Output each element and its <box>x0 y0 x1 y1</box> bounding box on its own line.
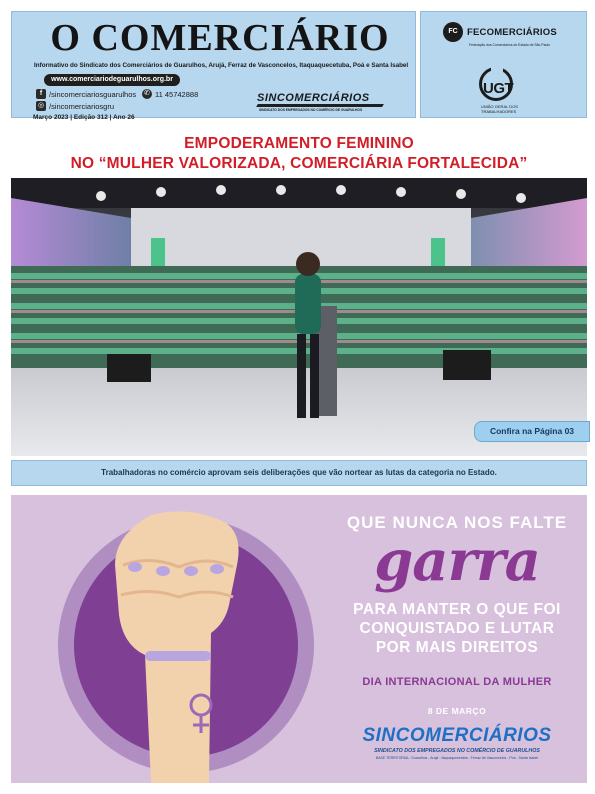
facebook-handle[interactable] <box>36 89 136 99</box>
fecomerciarios-icon: FC <box>443 22 463 42</box>
photo-caption: Trabalhadoras no comércio aprovam seis deliberações que vão nortear as lutas da categoria no Estado. <box>11 460 587 486</box>
partner-logos-panel <box>420 11 587 118</box>
facebook-handle-text: /sincomerciariosguarulhos <box>49 89 137 99</box>
facebook-icon: f <box>36 89 46 99</box>
instagram-icon: ◎ <box>37 102 45 109</box>
ad-sinco-base: BASE TERRITORIAL: Guarulhos - Arujá - Itaquaquecetuba - Ferraz de Vasconcelos - Poá - Santa Isabel <box>375 756 539 760</box>
ad-body-text <box>333 600 581 657</box>
ad-sinco-name: SINCOMERCIÁRIOS <box>362 725 552 746</box>
see-page-badge[interactable]: Confira na Página 03 <box>474 421 590 442</box>
event-photo-illustration <box>11 178 587 456</box>
masthead-panel <box>11 11 416 118</box>
ad-body-line-2: CONQUISTADO E LUTAR <box>359 620 555 637</box>
ad-sincomerciarios-logo <box>341 725 573 760</box>
ad-sinco-tagline: SINDICATO DOS EMPREGADOS NO COMÉRCIO DE GUARULHOS <box>374 748 540 754</box>
sincomerciarios-logo-name: SINCOMERCIÁRIOS <box>257 92 370 104</box>
masthead-subtitle: Informativo do Sindicato dos Comerciários de Guarulhos, Arujá, Ferraz de Vasconcelos, Itaquaquecetuba, Poá e Santa Isabel <box>34 62 409 69</box>
ad-garra-word: garra <box>374 528 540 594</box>
article-headline <box>11 134 587 174</box>
sincomerciarios-logo <box>257 92 383 114</box>
logo-stripe <box>256 104 384 107</box>
ugt-logo-name: UGT <box>483 80 514 97</box>
womens-day-ad <box>11 495 587 783</box>
ad-line-1: QUE NUNCA NOS FALTE <box>346 513 568 532</box>
masthead-title: O COMERCIÁRIO <box>50 17 390 59</box>
ad-body-line-3: POR MAIS DIREITOS <box>375 639 539 656</box>
whatsapp-icon: ✆ <box>142 89 152 99</box>
headline-line-1: EMPODERAMENTO FEMININO <box>184 135 414 152</box>
instagram-handle-text: /sincomerciariosgru <box>49 101 115 111</box>
ad-body-line-1: PARA MANTER O QUE FOI <box>353 601 561 618</box>
ugt-tagline: UNIÃO GERAL DOS TRABALHADORES <box>481 104 518 114</box>
instagram-handle[interactable] <box>36 101 114 111</box>
edition-info: Março 2023 | Edição 312 | Ano 26 <box>33 114 135 121</box>
whatsapp-number-text: 11 45742888 <box>155 89 199 99</box>
ad-womens-day: DIA INTERNACIONAL DA MULHER <box>362 676 552 688</box>
raised-fist-illustration <box>11 495 331 783</box>
fecomerciarios-logo <box>443 22 557 42</box>
whatsapp-number[interactable] <box>142 89 198 99</box>
sincomerciarios-logo-tagline: SINDICATO DOS EMPREGADOS NO COMÉRCIO DE GUARULHOS <box>259 108 363 112</box>
fecomerciarios-tagline: Federação dos Comerciários do Estado de São Paulo <box>469 43 551 47</box>
headline-line-2: NO “MULHER VALORIZADA, COMERCIÁRIA FORTALECIDA” <box>70 155 528 172</box>
ad-date: 8 DE MARÇO <box>427 706 487 716</box>
fecomerciarios-name: FECOMERCIÁRIOS <box>467 26 557 38</box>
website-link[interactable]: www.comerciariodeguarulhos.org.br <box>44 74 180 86</box>
event-photo <box>11 178 587 456</box>
